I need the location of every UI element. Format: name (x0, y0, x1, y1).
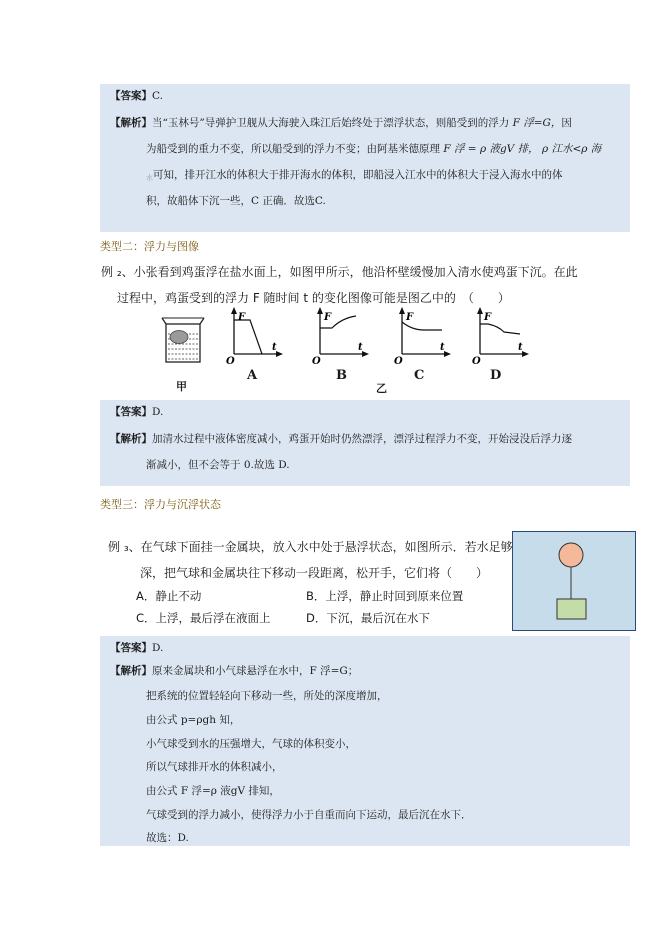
option-a: A．静止不动 (136, 589, 202, 603)
balloon-shape (559, 543, 583, 567)
analysis-label: 【解析】 (110, 433, 152, 445)
example3-line-1: 例 ₃、在气球下面挂一金属块，放入水中处于悬浮状态，如图所示．若水足够 (108, 540, 513, 554)
answer-value: C. (152, 90, 163, 102)
example2-line-1: 例 ₂、小张看到鸡蛋浮在盐水面上，如图甲所示，他沿杯壁缓慢加入清水使鸡蛋下沉。在此 (101, 265, 578, 279)
graph-label-b: B (336, 368, 347, 383)
answer-line-3 (110, 641, 163, 655)
answer-label: 【答案】 (110, 642, 152, 654)
example3-line-2: 深，把气球和金属块往下移动一段距离，松开手，它们将（ ） (140, 566, 489, 580)
beaker-diagram (158, 310, 210, 368)
analysis-line-b3-5: 所以气球排开水的体积减小， (146, 761, 283, 773)
analysis-text: 当“玉林号”导弹护卫舰从大海驶入珠江后始终处于漂浮状态，则船受到的浮力 (152, 117, 510, 129)
answer-line-2 (110, 405, 163, 419)
graph-b (312, 306, 370, 366)
axis-f-label: F (324, 312, 332, 323)
section-heading-type3: 类型三：浮力与沉浮状态 (100, 498, 221, 511)
formula-density-compare: ρ 江水<ρ 海 (541, 143, 602, 155)
answer-label: 【答案】 (110, 406, 152, 418)
axis-t-label: t (440, 342, 445, 353)
analysis-label: 【解析】 (110, 665, 152, 677)
axis-f-label: F (238, 312, 246, 323)
section-heading-type2: 类型二：浮力与图像 (100, 240, 199, 253)
graph-label-c: C (414, 368, 425, 383)
analysis-line-b3-2: 把系统的位置轻轻向下移动一些，所处的深度增加， (146, 690, 388, 702)
analysis-line-3 (146, 168, 563, 185)
analysis-line-b3-6: 由公式 F 浮=ρ 液gV 排知， (146, 785, 280, 797)
analysis-line-1 (110, 116, 572, 130)
egg-shape (170, 331, 188, 344)
formula-archimedes: F 浮 = ρ 液gV 排， (443, 143, 539, 155)
label-yi: 乙 (376, 382, 387, 395)
axis-f-label: F (484, 312, 492, 323)
option-c: C．上浮，最后浮在液面上 (136, 611, 271, 625)
analysis-text-end: 因 (561, 117, 572, 129)
answer-label: 【答案】 (110, 90, 152, 102)
option-b: B．上浮，静止时回到原来位置 (306, 589, 464, 603)
graph-label-d: D (490, 368, 502, 383)
analysis-line-b3-7: 气球受到的浮力减小，使得浮力小于自重而向下运动，最后沉在水下． (146, 809, 472, 821)
analysis-line-b3-8: 故选：D. (146, 832, 189, 844)
analysis-line-b3-3: 由公式 p=ρgh 知， (146, 714, 241, 726)
axis-origin-label: O (472, 356, 481, 366)
axis-origin-label: O (226, 356, 235, 366)
analysis-label: 【解析】 (110, 117, 152, 129)
answer-value: D. (152, 406, 164, 418)
analysis-text: 加清水过程中液体密度减小，鸡蛋开始时仍然漂浮，漂浮过程浮力不变，开始浸没后浮力逐 (152, 433, 572, 445)
analysis-text: 原来金属块和小气球悬浮在水中，F 浮=G； (152, 665, 359, 677)
axis-origin-label: O (312, 356, 321, 366)
axis-f-label: F (406, 312, 414, 323)
graph-d (472, 306, 530, 366)
balloon-diagram (512, 531, 636, 631)
label-jia: 甲 (176, 380, 187, 393)
option-d: D．下沉，最后沉在水下 (306, 611, 430, 625)
analysis-text: 可知，排开江水的体积大于排开海水的体积，即船浸入江水中的体积大于浸入海水中的体 (153, 169, 563, 181)
analysis-text: 渐减小，但不会等于 0.故选 D. (146, 459, 290, 471)
answer-value: D. (152, 642, 164, 654)
analysis-text: 为船受到的重力不变，所以船受到的浮力不变；由阿基米德原理 (146, 143, 440, 155)
subscript-water: 水 (146, 174, 153, 182)
axis-t-label: t (518, 342, 523, 353)
axis-t-label: t (358, 342, 363, 353)
formula-f-float: F 浮=G， (512, 117, 562, 129)
analysis-line-b2-2 (146, 458, 290, 472)
metal-block-shape (557, 599, 586, 619)
example2-line-2: 过程中，鸡蛋受到的浮力 F 随时间 t 的变化图像可能是图乙中的 （ ） (117, 291, 510, 305)
analysis-text: 积，故船体下沉一些，C 正确．故选C. (146, 195, 326, 207)
axis-origin-label: O (394, 356, 403, 366)
graph-a (226, 306, 284, 366)
analysis-line-4 (146, 194, 326, 208)
analysis-line-b2-1 (110, 432, 572, 446)
analysis-line-2 (146, 142, 601, 156)
answer-line-1 (110, 89, 163, 103)
analysis-line-b3-1 (110, 664, 358, 678)
graph-c (394, 306, 452, 366)
axis-t-label: t (272, 342, 277, 353)
analysis-line-b3-4: 小气球受到水的压强增大，气球的体积变小， (146, 738, 356, 750)
graph-label-a: A (247, 368, 258, 383)
answer-box-1 (100, 84, 630, 232)
